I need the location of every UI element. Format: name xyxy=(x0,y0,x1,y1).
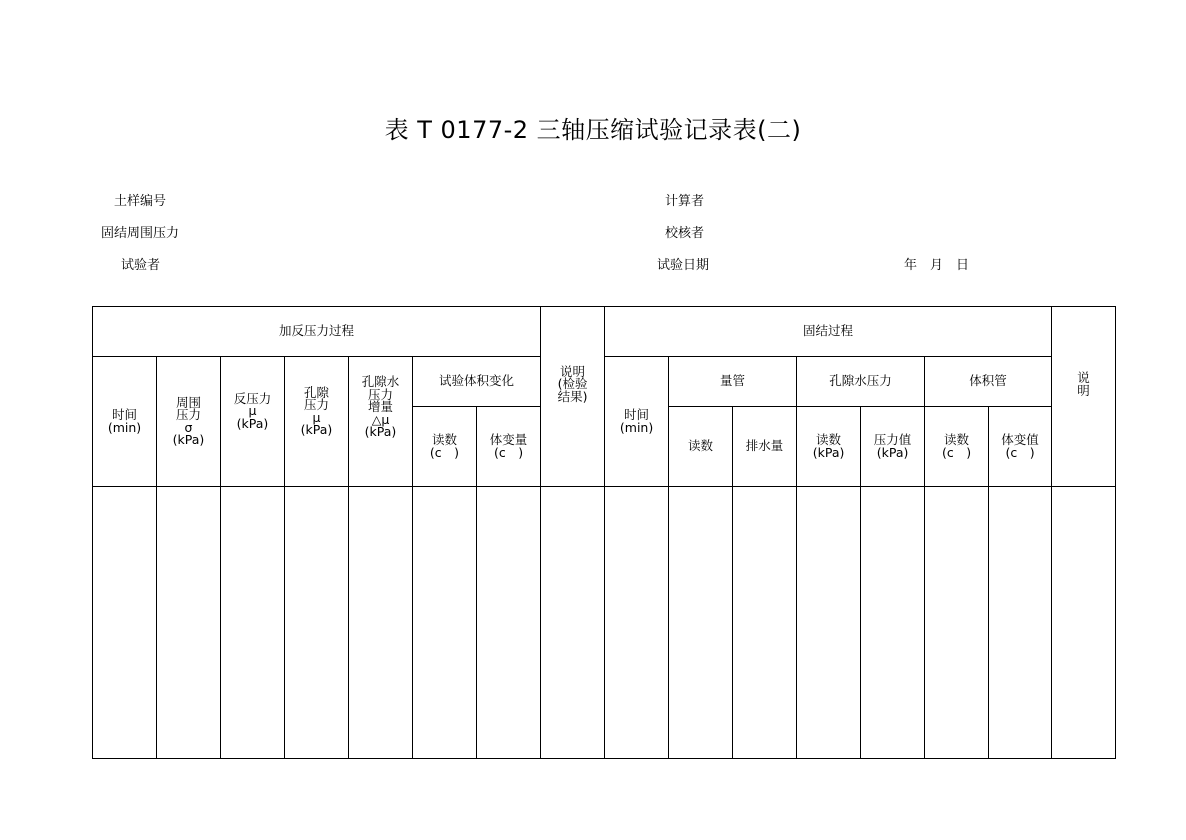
header-pore-pressure xyxy=(285,357,349,487)
header-pore-pressure-text: 孔隙 压力 μ (kPa) xyxy=(300,384,333,437)
header-confining-pressure: 周围 压力 σ (kPa) xyxy=(157,357,221,487)
header-volume-value: 体变值 (c ) xyxy=(989,407,1052,487)
header-note-check-result xyxy=(541,307,605,487)
record-table xyxy=(92,306,1116,759)
header-vt-reading: 读数 (c ) xyxy=(925,407,989,487)
header-note xyxy=(1052,307,1116,487)
table-cell[interactable] xyxy=(157,487,221,759)
header-right-group: 固结过程 xyxy=(605,307,1052,357)
header-burette-reading: 读数 xyxy=(669,407,733,487)
header-volume-tube: 体积管 xyxy=(925,357,1052,407)
header-pore-pressure-increment xyxy=(349,357,413,487)
table-cell[interactable] xyxy=(861,487,925,759)
table-cell[interactable] xyxy=(733,487,797,759)
header-reading-c: 读数 (c ) xyxy=(413,407,477,487)
tester-label: 试验者 xyxy=(121,258,161,273)
consolidation-pressure-label: 固结周围压力 xyxy=(101,226,180,241)
header-volume-change-c: 体变量 (c ) xyxy=(477,407,541,487)
table-cell[interactable] xyxy=(477,487,541,759)
table-cell[interactable] xyxy=(413,487,477,759)
table-cell[interactable] xyxy=(541,487,605,759)
header-pwp-reading: 读数 (kPa) xyxy=(797,407,861,487)
header-time: 时间 (min) xyxy=(93,357,157,487)
table-cell[interactable] xyxy=(605,487,669,759)
page-title: 表 T 0177-2 三轴压缩试验记录表(二) xyxy=(384,116,802,144)
table-cell[interactable] xyxy=(925,487,989,759)
header-drainage: 排水量 xyxy=(733,407,797,487)
table-cell[interactable] xyxy=(93,487,157,759)
date-format: 年 月 日 xyxy=(904,258,970,273)
header-pore-pressure-increment-text: 孔隙水 压力 增量 △μ (kPa) xyxy=(361,374,400,440)
table-row xyxy=(93,487,1116,759)
table-cell[interactable] xyxy=(349,487,413,759)
table-cell[interactable] xyxy=(989,487,1052,759)
table-cell[interactable] xyxy=(1052,487,1116,759)
calculator-label: 计算者 xyxy=(665,194,705,209)
header-burette: 量管 xyxy=(669,357,797,407)
table-cell[interactable] xyxy=(221,487,285,759)
header-back-pressure-text: 反压力 μ (kPa) xyxy=(233,390,272,431)
header-note-check-result-text: 说明 (检验 结果) xyxy=(557,363,588,404)
header-note-text: 说 明 xyxy=(1077,370,1090,398)
header-left-group: 加反压力过程 xyxy=(93,307,541,357)
header-pressure-value: 压力值 (kPa) xyxy=(861,407,925,487)
header-back-pressure xyxy=(221,357,285,487)
header-test-volume-change: 试验体积变化 xyxy=(413,357,541,407)
table-cell[interactable] xyxy=(285,487,349,759)
checker-label: 校核者 xyxy=(665,226,705,241)
table-cell[interactable] xyxy=(797,487,861,759)
test-date-label: 试验日期 xyxy=(657,258,710,273)
table-cell[interactable] xyxy=(669,487,733,759)
header-pore-water-pressure: 孔隙水压力 xyxy=(797,357,925,407)
sample-no-label: 土样编号 xyxy=(114,194,167,209)
header-time-right: 时间 (min) xyxy=(605,357,669,487)
